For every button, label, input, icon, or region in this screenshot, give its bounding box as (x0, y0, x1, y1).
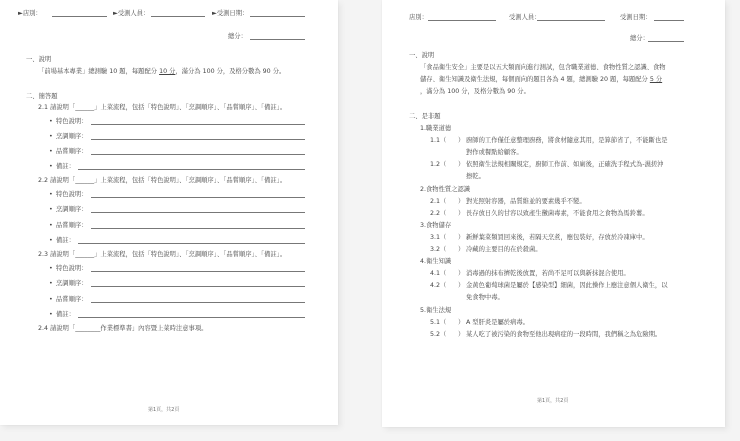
tf-item-number: 3.2（ (430, 246, 447, 253)
group-title: 1.職業道德 (420, 125, 452, 132)
field-label (49, 222, 87, 230)
answer-line[interactable] (91, 197, 305, 198)
field-label-text: 烹調順序： (56, 206, 88, 213)
bullet-icon: • (49, 296, 53, 303)
page-2 (382, 0, 725, 427)
tf-answer-close[interactable]: ） (458, 246, 465, 253)
tf-item-number: 2.2（ (430, 210, 447, 217)
score-field-label: 總分： (228, 33, 247, 40)
tf-item-text: 對光照射容器，品質維並的要素幾乎不變。 (466, 198, 586, 205)
bullet-icon: • (49, 222, 53, 229)
field-label-text: 特色說明： (56, 191, 88, 198)
score-field-label: 總分： (630, 35, 649, 42)
date-field-input[interactable] (250, 16, 305, 17)
group-title: 2.食物性質之認識 (420, 186, 471, 193)
tester-field-label: 受測人員： (509, 14, 541, 21)
tf-item-text: A 型肝炎是屬於病毒。 (466, 319, 529, 326)
section-1-line-3: ，滿分為 100 分，及格分數為 90 分。 (420, 88, 530, 95)
tf-answer-close[interactable]: ） (458, 210, 465, 217)
tf-item-number: 2.1（ (430, 198, 447, 205)
field-label (49, 296, 87, 304)
group-title: 5.衛生法規 (420, 307, 452, 314)
field-label (49, 191, 87, 199)
page-footer: 第1頁，共2頁 (537, 398, 569, 404)
group-title: 3.食物儲存 (420, 222, 452, 229)
tf-item-number: 4.2（ (430, 282, 447, 289)
field-label-text: 品嘗順序： (56, 148, 88, 155)
question-2-3: 2.3 請說明「______」上菜流程，包括「特色說明」、「烹調順序」、「品嘗順序」、「備註」。 (38, 251, 287, 258)
tf-item-number: 1.1（ (430, 137, 447, 144)
answer-line[interactable] (91, 286, 305, 287)
section-1-title: 一、說明 (26, 56, 52, 63)
answer-line[interactable] (91, 302, 305, 303)
class-field-input[interactable] (52, 16, 107, 17)
tf-answer-close[interactable]: ） (458, 282, 465, 289)
section-1-title: 一、說明 (409, 52, 435, 59)
answer-line[interactable] (91, 271, 305, 272)
field-label (49, 237, 75, 245)
score-field-input[interactable] (250, 39, 305, 40)
field-label (49, 265, 87, 273)
field-label (49, 280, 87, 288)
field-label-text: 品嘗順序： (56, 296, 88, 303)
field-label (49, 118, 87, 126)
bullet-icon: • (49, 118, 53, 125)
group-title: 4.衛生知識 (420, 258, 452, 265)
tester-field-label: ►受測人員： (113, 10, 150, 17)
tf-item-text: 長存放日久的甘容以致產生黴菌毒素，不能食用之食物為馬鈴薯。 (466, 210, 649, 217)
field-label-text: 備註： (56, 311, 75, 318)
answer-line[interactable] (91, 124, 305, 125)
date-field-label: ►受測日期： (212, 10, 249, 17)
section-2-title: 二、簡答題 (26, 93, 58, 100)
tester-field-input[interactable] (151, 16, 205, 17)
tf-item-text: 擦乾。 (466, 173, 485, 180)
tf-answer-close[interactable]: ） (458, 319, 465, 326)
date-field-label: 受測日期： (620, 14, 652, 21)
bullet-icon: • (49, 148, 53, 155)
tf-item-number: 5.1（ (430, 319, 447, 326)
answer-line[interactable] (78, 169, 305, 170)
tf-item-number: 4.1（ (430, 270, 447, 277)
tf-answer-close[interactable]: ） (458, 270, 465, 277)
bullet-icon: • (49, 133, 53, 140)
bullet-icon: • (49, 280, 53, 287)
field-label-text: 備註： (56, 163, 75, 170)
question-2-1: 2.1 請說明「______」上菜流程，包括「特色說明」、「烹調順序」、「品嘗順序」、「備註」。 (38, 104, 287, 111)
bullet-icon: • (49, 191, 53, 198)
section-1-line-1: 「食品衛生安全」主要是以五大類面向進行測試，包含職業道德、食物性質之認識、食物 (420, 64, 666, 71)
class-field-input[interactable] (428, 20, 496, 21)
answer-line[interactable] (91, 228, 305, 229)
tf-answer-close[interactable]: ） (458, 198, 465, 205)
field-label-text: 特色說明： (56, 265, 88, 272)
tf-answer-close[interactable]: ） (458, 137, 465, 144)
tf-answer-close[interactable]: ） (458, 331, 465, 338)
field-label (49, 311, 75, 319)
tf-item-text: 消毒過的抹布擠乾後放置，若尚不足可以與新抹混合使用。 (466, 270, 630, 277)
field-label-text: 烹調順序： (56, 133, 88, 140)
section-1-line-2 (420, 76, 662, 84)
question-2-4: 2.4 請說明「________作業標準書」內容暨上菜時注意事項。 (38, 325, 208, 332)
tf-item-text: 對作或餐點給顧客。 (466, 149, 523, 156)
tf-item-text: 免食物中毒。 (466, 294, 504, 301)
tf-item-number: 1.2（ (430, 161, 447, 168)
tf-item-text: 金黃色葡萄球菌是屬於【感染型】細菌，因此操作上應注意個人衛生，以 (466, 282, 668, 289)
field-label (49, 148, 87, 156)
section-1-score: 5 分 (649, 76, 663, 83)
tf-item-text: 某人吃了被污染的食物至他出現病症的一段時間，我們稱之為危險期。 (466, 331, 662, 338)
section-1-score: 10 分 (159, 68, 176, 75)
answer-line[interactable] (91, 154, 305, 155)
section-1-text-post: ，滿分為 100 分，及格分數為 90 分。 (175, 68, 286, 75)
page-footer: 第1頁，共2頁 (148, 407, 180, 413)
tf-item-text: 冷藏的主要目的在於殺菌。 (466, 246, 542, 253)
tf-item-number: 3.1（ (430, 234, 447, 241)
field-label (49, 206, 87, 214)
bullet-icon: • (49, 206, 53, 213)
field-label (49, 163, 75, 171)
tf-answer-close[interactable]: ） (458, 234, 465, 241)
field-label-text: 品嘗順序： (56, 222, 88, 229)
tf-item-text: 廚師的工作僅任意整理廚務，將食材隨意其用，是算節省了，不能斷也是 (466, 137, 668, 144)
tf-item-text: 依照衛生法規相關規定，廚師工作前、如廁後，正確洗手程式為-濕搓沖 (466, 161, 664, 168)
class-field-label: ►店別： (18, 10, 42, 17)
bullet-icon: • (49, 237, 53, 244)
answer-line[interactable] (91, 212, 305, 213)
tf-item-number: 5.2（ (430, 331, 447, 338)
field-label-text: 備註： (56, 237, 75, 244)
field-label-text: 特色說明： (56, 118, 88, 125)
bullet-icon: • (49, 311, 53, 318)
section-1-body (38, 68, 285, 76)
tf-answer-close[interactable]: ） (458, 161, 465, 168)
bullet-icon: • (49, 163, 53, 170)
score-field-input[interactable] (648, 41, 684, 42)
section-1-text-pre: 儲存、衛生知識及衛生法規，每個面向的題目各為 4 題，總測驗 20 題，每題配分 (420, 76, 650, 83)
answer-line[interactable] (78, 317, 305, 318)
answer-line[interactable] (91, 139, 305, 140)
section-1-text-pre: 「前場基本專業」總測驗 10 題，每題配分 (38, 68, 160, 75)
class-field-label: 店別： (409, 14, 428, 21)
bullet-icon: • (49, 265, 53, 272)
page-1 (0, 0, 338, 425)
field-label-text: 烹調順序： (56, 280, 88, 287)
answer-line[interactable] (78, 243, 305, 244)
field-label (49, 133, 87, 141)
question-2-2: 2.2 請說明「______」上菜流程，包括「特色說明」、「烹調順序」、「品嘗順序」、「備註」。 (38, 177, 287, 184)
date-field-input[interactable] (654, 20, 684, 21)
tester-field-input[interactable] (537, 20, 605, 21)
section-2-title: 二、是非題 (409, 113, 441, 120)
tf-item-text: 新鮮葉菜類買回來後，若隔天烹煮，應包裝好，存放於冷凍庫中。 (466, 234, 649, 241)
